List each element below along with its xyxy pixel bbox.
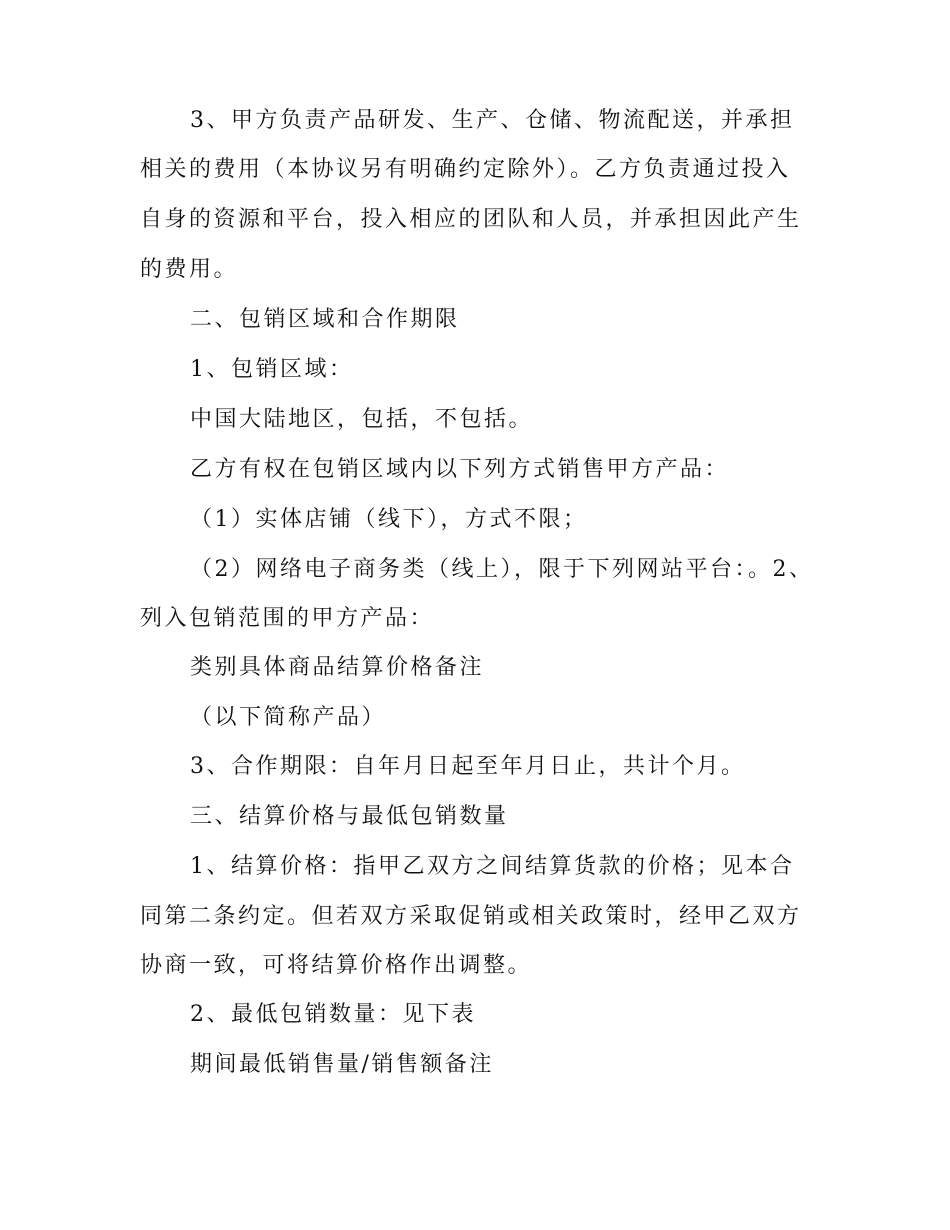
paragraph-line: 相关的费用（本协议另有明确约定除外）。乙方负责通过投入 [140,157,791,182]
paragraph-line: 2、最低包销数量：见下表 [190,1002,476,1027]
section-heading: 三、结算价格与最低包销数量 [190,804,509,829]
paragraph-line: 中国大陆地区，包括，不包括。 [190,407,534,432]
paragraph-line: （以下简称产品） [190,705,387,730]
paragraph-line: 同第二条约定。但若双方采取促销或相关政策时，经甲乙双方 [140,904,802,929]
table-header-line: 期间最低销售量/销售额备注 [190,1052,494,1077]
table-header-line: 类别具体商品结算价格备注 [190,655,485,680]
paragraph-line: 列入包销范围的甲方产品： [140,606,435,631]
paragraph-line: 协商一致，可将结算价格作出调整。 [140,953,533,978]
paragraph-line: （1）实体店铺（线下），方式不限； [190,507,588,532]
paragraph-line: 1、包销区域： [190,357,354,382]
paragraph-line: 3、合作期限：自年月日起至年月日止，共计个月。 [190,754,746,779]
paragraph-line: 1、结算价格：指甲乙双方之间结算货款的价格；见本合 [190,854,795,879]
paragraph-line: 自身的资源和平台，投入相应的团队和人员，并承担因此产生 [140,207,802,232]
paragraph-line: 的费用。 [140,257,239,282]
paragraph-line: （2）网络电子商务类（线上），限于下列网站平台：。2、 [190,557,814,582]
paragraph-line: 乙方有权在包销区域内以下列方式销售甲方产品： [190,457,730,482]
paragraph-line: 3、甲方负责产品研发、生产、仓储、物流配送，并承担 [190,108,795,133]
section-heading: 二、包销区域和合作期限 [190,307,460,332]
